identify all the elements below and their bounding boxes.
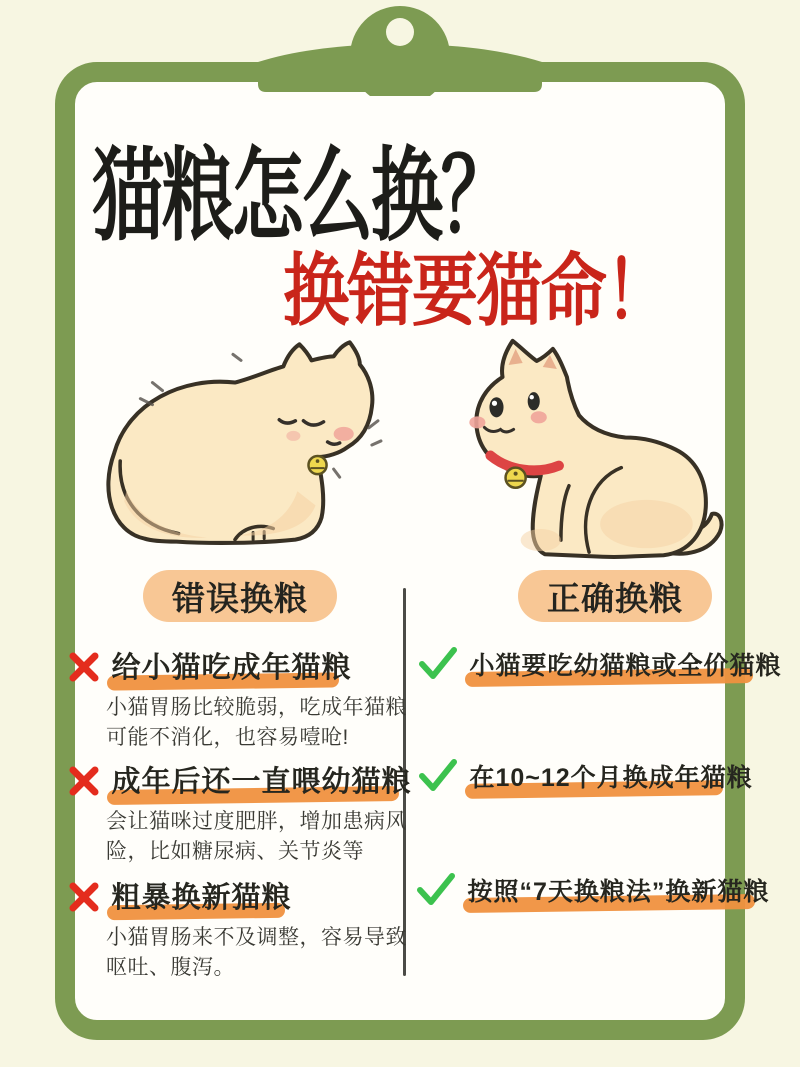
right-item-2: [418, 758, 753, 794]
x-mark-icon: [68, 765, 100, 797]
wrong-item-title: 成年后还一直喂幼猫粮: [111, 766, 412, 798]
wrong-item-desc: 会让猫咪过度肥胖，增加患病风险，比如糖尿病、关节炎等: [106, 810, 407, 864]
check-mark-icon: [418, 758, 458, 792]
clipboard-clip-icon: [256, 0, 544, 96]
wrong-item-2: [68, 759, 412, 864]
right-item-title: 在10~12个月换成年猫粮: [469, 764, 753, 792]
right-item-title: 小猫要吃幼猫粮或全价猫粮: [469, 652, 782, 680]
wrong-item-title: 给小猫吃成年猫粮: [111, 652, 352, 684]
check-mark-icon: [416, 872, 456, 906]
happy-cat-illustration: [420, 326, 732, 564]
wrong-item-1: [68, 645, 407, 750]
poster-title: 猫粮怎么换？: [92, 140, 511, 254]
right-item-1: [418, 646, 781, 682]
right-item-title: 按照“7天换粮法”换新猫粮: [467, 878, 770, 906]
wrong-item-desc: 小猫胃肠比较脆弱，吃成年猫粮可能不消化，也容易噎呛!: [106, 696, 407, 750]
sad-cat-illustration: [86, 340, 388, 562]
wrong-item-3: [68, 875, 407, 980]
right-item-3: [416, 872, 769, 908]
wrong-item-title: 粗暴换新猫粮: [111, 882, 292, 914]
wrong-item-desc: 小猫胃肠来不及调整，容易导致呕吐、腹泻。: [106, 926, 407, 980]
x-mark-icon: [68, 881, 100, 913]
right-column-header: 正确换粮: [518, 570, 712, 622]
wrong-column-header: 错误换粮: [143, 570, 337, 622]
x-mark-icon: [68, 651, 100, 683]
poster-subtitle: 换错要猫命！: [283, 247, 670, 336]
check-mark-icon: [418, 646, 458, 680]
